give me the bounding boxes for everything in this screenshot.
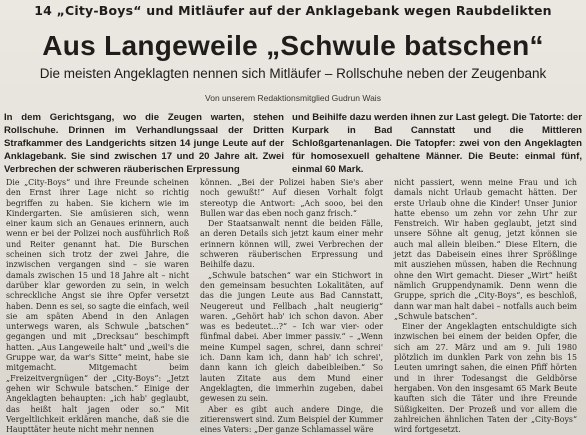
body-paragraph: Einer der Angeklagten entschuldigte sich inzwischen bei einem der beiden Opfer, die sich am 27. März und am 9. Juli 1980 plötzlich im dunklen Park von zehn bis 15 Leuten umringt sahen, die einen Pfiff hörten und in ihrer Todesangst die Geldbörse hergaben. Von den insgesamt 65 Mark Beute kauften sich die Täter und ihre Freunde Süßigkeiten. Der Prozeß und vor allem die zahlreichen ähnlichen Taten der „City-Boys“ wird fortgesetzt. — [394, 322, 577, 435]
body-column-1 — [6, 178, 189, 435]
body-column-3 — [394, 178, 577, 435]
kicker-line: 14 „City-Boys“ und Mitläufer auf der Anklagebank wegen Raubdelikten — [34, 3, 552, 18]
body-paragraph: Aber es gibt auch andere Dinge, die zitierenswert sind. Zum Beispiel der Kummer eines Vaters: „Der ganze Schlamassel wäre — [200, 404, 383, 435]
body-column-2 — [200, 178, 383, 435]
body-paragraph: Die „City-Boys“ und ihre Freunde scheinen den Ernst ihrer Lage nicht so richtig begriffen zu haben. Sie kichern wie im Kindergarten. Sie amüsieren sich, wenn einer kaum sich an Genaues erinnern, auch wenn er bei der Polizei noch ausführlich Roß und Reiter genannt hat. Die Burschen scheinen sich trotz der zwei Jahre, die inzwischen vergangen sind – sie waren damals zwischen 15 und 18 Jahre alt – nicht darüber klar geworden zu sein, in welch schreckliche Angst sie ihre Opfer versetzt haben. Denn es sei, so sagte die einfach, weil sie am späten Abend in den Anlagen unterwegs waren, als Schwule „batschen“ gegangen und mit „Drecksau“ beschimpft hatten. „Aus Langeweile halt“ und „weil's die Gruppe war, da war's Sitte“ meint, habe sie mitgemacht. Mitgemacht beim „Freizeitvergnügen“ der „City-Boys“: „Jetzt gehen wir Schwule batschen.“ Einige der Angeklagten behaupten: „ich hab' geglaubt, das heißt halt jagen oder so.“ Mit Vergeltlichkeit erklären manche, daß sie die Haupttäter heute nicht mehr nennen — [6, 178, 189, 435]
subheadline: Die meisten Angeklagten nennen sich Mitläufer – Rollschuhe neben der Zeugenbank — [39, 66, 547, 81]
lead-paragraph-left: In dem Gerichtsgang, wo die Zeugen warten, stehen Rollschuhe. Drinnen im Verhandlungssaal der Dritten Strafkammer des Landgerichts sitzen 14 junge Leute auf der Anklagebank. Sie sind zwischen 17 und 20 Jahre alt. Zwei Verbrechen der schweren räuberischen Erpressung — [4, 112, 284, 175]
body-paragraph: nicht passiert, wenn meine Frau und ich damals nicht Urlaub gemacht hätten. Der erste Urlaub ohne die Kinder! Unser Junior hatte ebenso um zehn vor zehn Uhr zur Fenstreich. Wir haben geglaubt, jetzt sind unsere Söhne alt genug, jetzt können sie auch mal allein bleiben.“ Diese Eltern, die jetzt das Dabeisein eines ihrer Sprößlinge mit ausziehen müssen, haben die Rechnung ohne den Wirt gemacht. Dieser „Wirt“ heißt nämlich Gruppendynamik. Denn wenn die Gruppe, sprich die „City-Boys“, es beschloß, dann war man halt dabei – notfalls auch beim „Schwule batschen“. — [394, 178, 577, 321]
headline: Aus Langeweile „Schwule batschen“ — [42, 30, 544, 61]
byline: Von unserem Redaktionsmitglied Gudrun Wais — [205, 93, 381, 103]
lead-paragraph-right: und Beihilfe dazu werden ihnen zur Last gelegt. Die Tatorte: der Kurpark in Bad Cannstatt und die Mittleren Schloßgartenanlagen. Die Tatopfer: zwei von den Angeklagten für homosexuell gehaltene Männer. Die Beute: einmal fünf, einmal 60 Mark. — [292, 112, 582, 175]
body-paragraph: „Schwule batschen“ war ein Stichwort in den gemeinsam besuchten Lokalitäten, auf das die jungen Leute aus Bad Cannstatt, Neugereut und Fellbach „halt neugierig“ waren. „Gehört hab' ich schon davon. Aber was es bedeutet…?“ – Ich war vier- oder fünfmal dabei. Aber immer passiv.“ – „Wenn meine Kumpel sagen, schrei, dann schrei' ich. Dann kam ich, dann hab' ich schrei', dann kann ich gleich dabeibleiben.“ So lauten Zitate aus dem Mund einer Angeklagten, die immerhin zugeben, dabei gewesen zu sein. — [200, 270, 383, 404]
body-paragraph: Der Staatsanwalt nennt die beiden Fälle, an deren Details sich jetzt kaum einer mehr erinnern können will, zwei Verbrechen der schweren räuberischen Erpressung und Beihilfe dazu. — [200, 219, 383, 270]
body-paragraph: können. „Bei der Polizei haben Sie's aber noch gewußt!“ Auf diesen Vorhalt folgt stereotyp die Antwort: „Ach sooo, bei den Bullen war das eben noch ganz frisch.“ — [200, 178, 383, 218]
